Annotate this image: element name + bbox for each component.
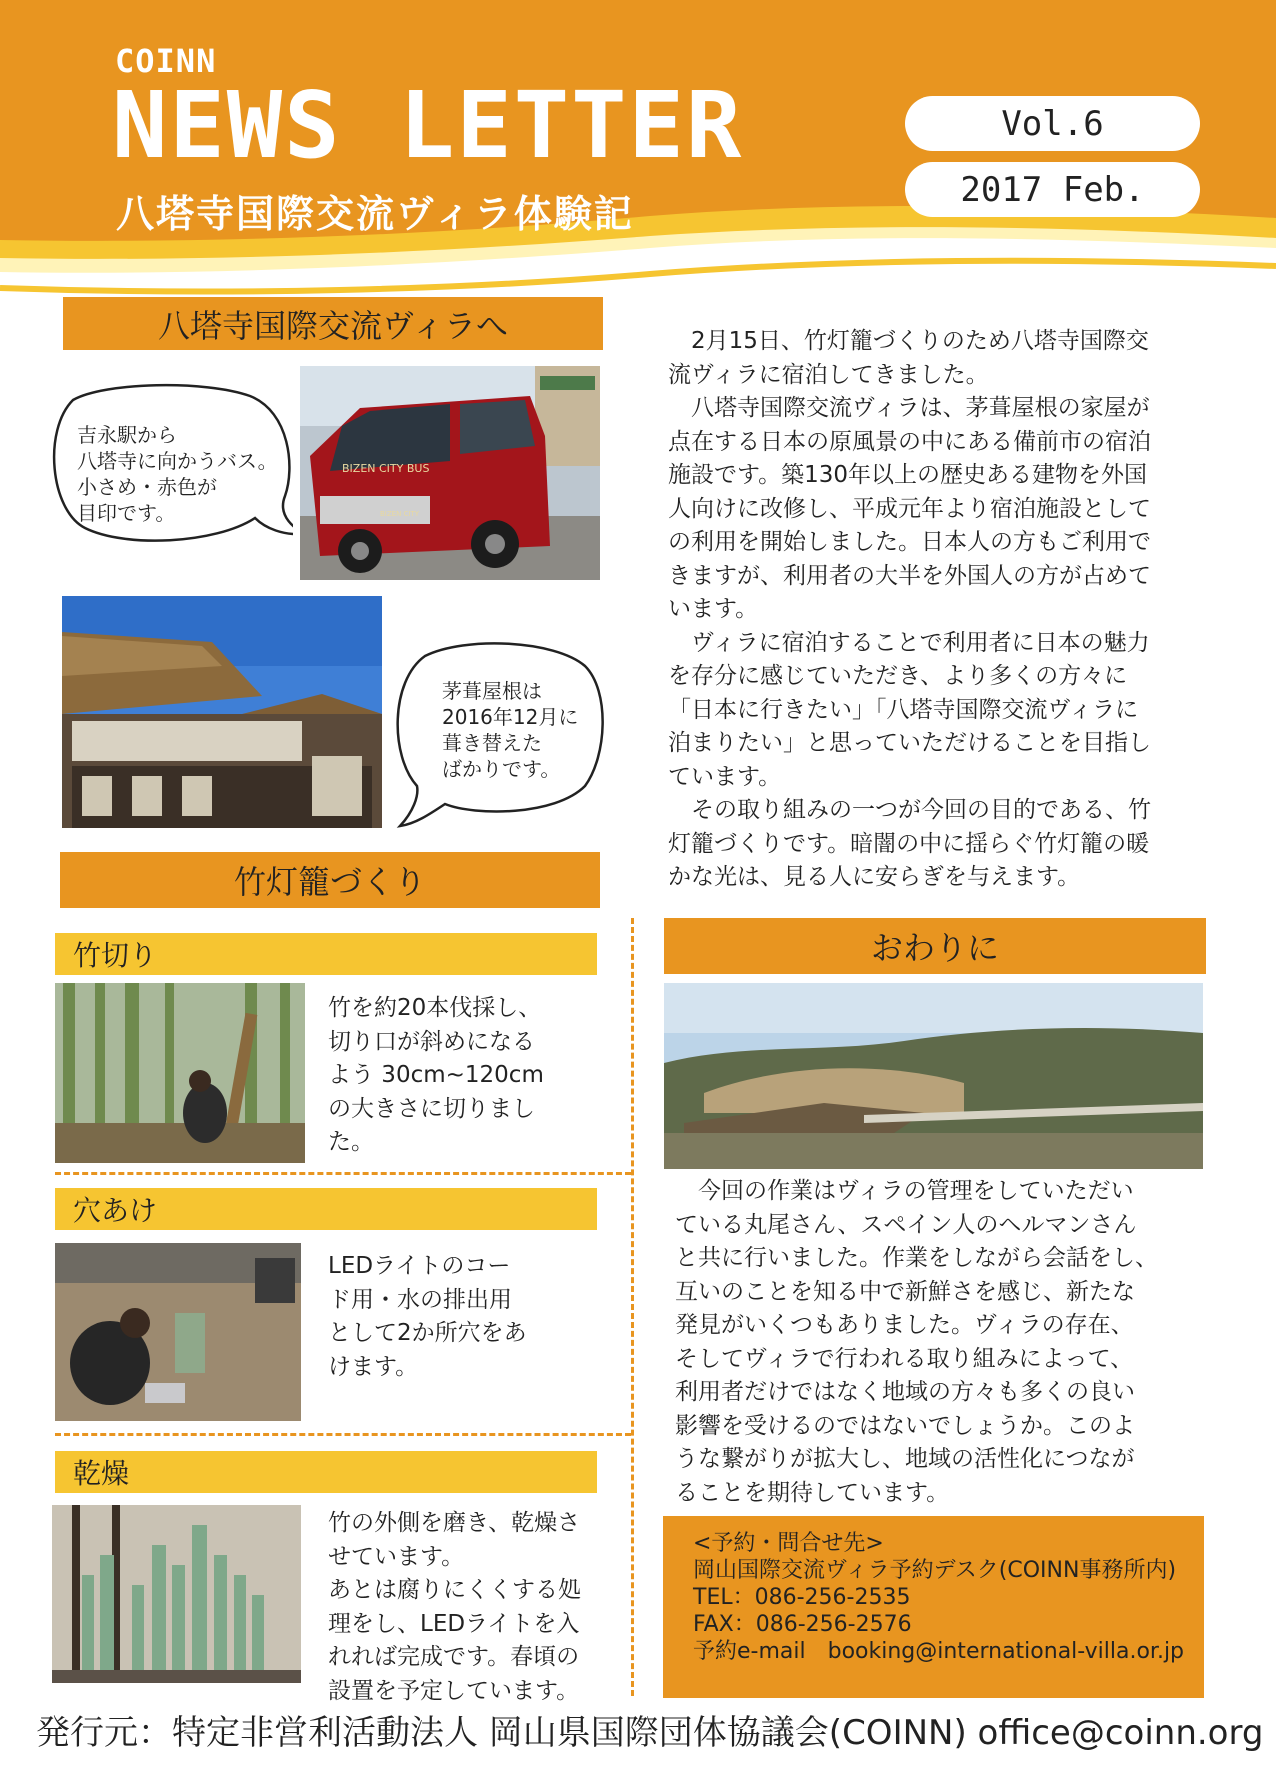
- bamboo-cutting-photo: [55, 983, 305, 1163]
- brand-small: COINN: [115, 42, 217, 80]
- bubble-bus-text: [77, 422, 278, 526]
- newsletter-title: NEWS LETTER: [112, 72, 744, 179]
- thatched-house-photo: [62, 596, 382, 828]
- contact-title: <予約・問合せ先>: [693, 1531, 884, 1556]
- step-text-cutting: [328, 992, 598, 1160]
- text-line: うな繋がりが拡大し、地域の活性化につなが: [675, 1446, 1135, 1472]
- text-line: 発見がいくつもありました。ヴィラの存在、: [675, 1312, 1134, 1338]
- intro-paragraph: [668, 325, 1228, 392]
- step-divider: [55, 1172, 631, 1175]
- text-line: の大きさに切りまし: [328, 1095, 535, 1122]
- intro-paragraph: [668, 392, 1228, 627]
- volume-badge: Vol.6: [905, 96, 1200, 151]
- text-line: ています。: [668, 763, 782, 790]
- text-line: れれば完成です。春頃の: [328, 1644, 580, 1670]
- text-line: として2か所穴をあ: [328, 1320, 527, 1346]
- text-line: 泊まりたい」と思っていただけることを目指し: [668, 730, 1151, 756]
- column-divider: [631, 918, 634, 1696]
- text-line: 施設です。築130年以上の歴史ある建物を外国: [668, 462, 1148, 488]
- text-line: 2月15日、竹灯籠づくりのため八塔寺国際交: [668, 328, 1149, 354]
- step-divider: [55, 1433, 631, 1436]
- text-line: LEDライトのコー: [328, 1253, 511, 1279]
- intro-paragraph: [668, 794, 1228, 895]
- text-line: と共に行いました。作業をしながら会話をし、: [675, 1245, 1158, 1271]
- text-line: かな光は、見る人に安らぎを与えます。: [668, 864, 1081, 890]
- landscape-photo: [664, 983, 1203, 1169]
- text-line: 竹の外側を磨き、乾燥さ: [328, 1510, 581, 1536]
- bubble-bus-line: 八塔寺に向かうバス。: [77, 449, 278, 473]
- text-line: 影響を受けるのではないでしょうか。このよ: [675, 1412, 1135, 1439]
- text-line: その取り組みの一つが今回の目的である、竹: [668, 797, 1151, 823]
- text-line: の利用を開始しました。日本人の方もご利用で: [668, 529, 1151, 555]
- text-line: あとは腐りにくくする処: [328, 1577, 581, 1603]
- text-line: そしてヴィラで行われる取り組みによって、: [675, 1345, 1134, 1372]
- text-line: よう 30cm~120cm: [328, 1062, 544, 1088]
- text-line: 利用者だけではなく地域の方々も多くの良い: [675, 1379, 1135, 1405]
- bus-photo: [300, 366, 600, 580]
- bamboo-drying-photo: [52, 1505, 301, 1683]
- contact-email[interactable]: 予約e-mail booking@international-villa.or.jp: [693, 1639, 1185, 1664]
- villa-section-heading: 八塔寺国際交流ヴィラへ: [63, 297, 603, 350]
- text-line: 切り口が斜めになる: [328, 1028, 535, 1055]
- contact-org: 岡山国際交流ヴィラ予約デスク(COINN事務所内): [693, 1558, 1177, 1583]
- bubble-roof-line: 2016年12月に: [442, 705, 579, 729]
- step-heading-drying: 乾燥: [55, 1451, 597, 1493]
- date-badge: 2017 Feb.: [905, 162, 1200, 217]
- step-heading-drilling: 穴あけ: [55, 1188, 597, 1230]
- intro-text: [668, 325, 1228, 895]
- text-line: ド用・水の排出用: [328, 1286, 512, 1313]
- closing-section-heading: おわりに: [664, 918, 1206, 974]
- text-line: います。: [668, 596, 759, 622]
- text-line: 流ヴィラに宿泊してきました。: [668, 361, 989, 388]
- step-text-drilling: [328, 1250, 598, 1384]
- text-line: 理をし、LEDライトを入: [328, 1610, 580, 1637]
- bubble-roof-line: ばかりです。: [442, 757, 561, 781]
- contact-tel[interactable]: TEL：086-256-2535: [693, 1585, 911, 1610]
- closing-text: [675, 1175, 1235, 1510]
- bubble-roof-text: [442, 678, 578, 782]
- text-line: ている丸尾さん、スペイン人のヘルマンさん: [675, 1211, 1137, 1238]
- bubble-bus-line: 目印です。: [77, 501, 176, 525]
- bubble-roof-line: 茅葺屋根は: [442, 679, 542, 703]
- text-line: けます。: [328, 1353, 419, 1380]
- text-line: を存分に感じていただき、より多くの方々に: [668, 663, 1128, 689]
- text-line: 設置を予定しています。: [328, 1677, 580, 1704]
- text-line: 人向けに改修し、平成元年より宿泊施設として: [668, 495, 1151, 522]
- bamboo-drilling-photo: [55, 1243, 301, 1421]
- publisher-footer: 発行元：特定非営利活動法人 岡山県国際団体協議会(COINN) office@coinn.org: [36, 1713, 1264, 1753]
- text-line: 竹を約20本伐採し、: [328, 995, 542, 1021]
- text-line: 「日本に行きたい」「八塔寺国際交流ヴィラに: [668, 696, 1139, 723]
- text-line: せています。: [328, 1543, 465, 1570]
- bus-plate: BIZEN CITY: [380, 510, 420, 518]
- text-line: 互いのことを知る中で新鮮さを感じ、新たな: [675, 1278, 1135, 1305]
- step-text-drying: [328, 1507, 618, 1708]
- text-line: 灯籠づくりです。暗闇の中に揺らぐ竹灯籠の暖: [668, 830, 1150, 857]
- text-line: ることを期待しています。: [675, 1479, 950, 1506]
- text-line: 八塔寺国際交流ヴィラは、茅葺屋根の家屋が: [668, 395, 1150, 421]
- bubble-bus-line: 小さめ・赤色が: [77, 475, 217, 499]
- contact-box: [663, 1516, 1204, 1698]
- newsletter-subtitle: 八塔寺国際交流ヴィラ体験記: [116, 192, 634, 236]
- text-line: ヴィラに宿泊することで利用者に日本の魅力: [668, 629, 1150, 656]
- text-line: きますが、利用者の大半を外国人の方が占めて: [668, 562, 1151, 589]
- contact-fax: FAX：086-256-2576: [693, 1612, 912, 1637]
- bus-label: BIZEN CITY BUS: [342, 462, 430, 475]
- step-heading-cutting: 竹切り: [55, 933, 597, 975]
- bubble-roof-line: 葺き替えた: [442, 731, 542, 755]
- bubble-bus-line: 吉永駅から: [77, 423, 177, 447]
- bamboo-section-heading: 竹灯籠づくり: [60, 852, 600, 908]
- text-line: た。: [328, 1129, 374, 1155]
- intro-paragraph: [668, 627, 1228, 795]
- text-line: 今回の作業はヴィラの管理をしていただい: [675, 1178, 1134, 1204]
- text-line: 点在する日本の原風景の中にある備前市の宿泊: [668, 428, 1151, 455]
